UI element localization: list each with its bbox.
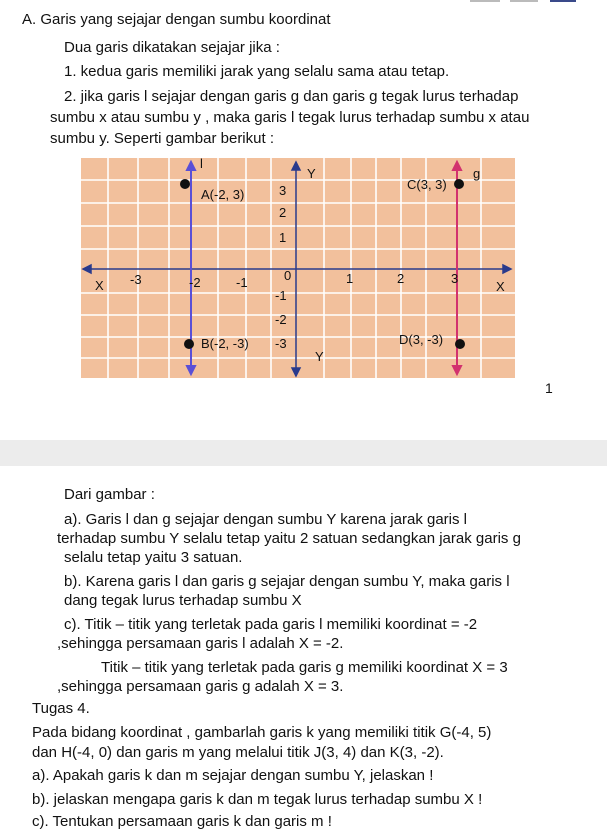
task-question-a: a). Apakah garis k dan m sejajar dengan sumbu Y, jelaskan ! <box>32 767 434 784</box>
x-tick-label: -3 <box>130 272 142 287</box>
point-d-marker <box>455 339 465 349</box>
grid-background <box>81 158 515 378</box>
line-l-label: l <box>200 158 203 171</box>
x-tick-label: 2 <box>397 271 405 286</box>
task-line-2: dan H(-4, 0) dan garis m yang melalui titik J(3, 4) dan K(3, -2). <box>32 744 444 761</box>
task-question-c: c). Tentukan persamaan garis k dan garis m ! <box>32 813 332 830</box>
point-a-line-3: selalu tetap yaitu 3 satuan. <box>64 549 243 566</box>
point-b-marker <box>184 339 194 349</box>
x-tick-label: 0 <box>284 268 292 283</box>
line-g-label: g <box>473 166 481 181</box>
y-tick-label: 3 <box>279 183 287 198</box>
point-a-line-1: a). Garis l dan g sejajar dengan sumbu Y karena jarak garis l <box>64 511 468 528</box>
point-d-label: D(3, -3) <box>399 332 444 347</box>
x-tick-label: -2 <box>189 275 201 290</box>
task-line-1: Pada bidang koordinat , gambarlah garis k yang memiliki titik G(-4, 5) <box>32 724 492 741</box>
point-c-line-3: Titik – titik yang terletak pada garis g memiliki koordinat X = 3 <box>101 659 508 676</box>
conclusion-intro: Dari gambar : <box>64 486 155 503</box>
coordinate-figure <box>81 158 515 378</box>
y-axis-top-label: Y <box>307 166 316 181</box>
point-c-line-1: c). Titik – titik yang terletak pada garis l memiliki koordinat = -2 <box>64 616 478 633</box>
point-c-line-4: ,sehingga persamaan garis g adalah X = 3. <box>57 678 344 695</box>
page-top-decoration <box>470 0 580 3</box>
y-tick-label: 2 <box>279 205 287 220</box>
x-tick-label: 1 <box>346 271 354 286</box>
list-item-2-line-3: sumbu y. Seperti gambar berikut : <box>50 130 274 147</box>
page-separator <box>0 440 607 466</box>
y-tick-label: 1 <box>279 230 287 245</box>
y-tick-label: -2 <box>275 312 287 327</box>
point-c-marker <box>454 179 464 189</box>
point-b-line-2: dang tegak lurus terhadap sumbu X <box>64 592 302 609</box>
y-axis-bottom-label: Y <box>315 349 324 364</box>
task-question-b: b). jelaskan mengapa garis k dan m tegak lurus terhadap sumbu X ! <box>32 791 483 808</box>
x-tick-label: 3 <box>451 271 459 286</box>
x-tick-label: -1 <box>236 275 248 290</box>
y-tick-label: -3 <box>275 336 287 351</box>
section-heading: A. Garis yang sejajar dengan sumbu koordinat <box>22 11 331 28</box>
x-axis-left-label: X <box>95 278 104 293</box>
point-c-label: C(3, 3) <box>407 177 447 192</box>
document-page-2 <box>0 466 607 839</box>
y-tick-label: -1 <box>275 288 287 303</box>
point-b-label: B(-2, -3) <box>201 336 249 351</box>
point-c-line-2: ,sehingga persamaan garis l adalah X = -2. <box>57 635 344 652</box>
list-item-1: 1. kedua garis memiliki jarak yang selalu sama atau tetap. <box>64 63 450 80</box>
point-b-line-1: b). Karena garis l dan garis g sejajar dengan sumbu Y, maka garis l <box>64 573 510 590</box>
list-item-2-line-1: 2. jika garis l sejajar dengan garis g dan garis g tegak lurus terhadap <box>64 88 519 105</box>
intro-text: Dua garis dikatakan sejajar jika : <box>64 39 280 56</box>
point-a-marker <box>180 179 190 189</box>
point-a-label: A(-2, 3) <box>201 187 245 202</box>
list-item-2-line-2: sumbu x atau sumbu y , maka garis l tegak lurus terhadap sumbu x atau <box>50 109 530 126</box>
task-title: Tugas 4. <box>32 700 90 717</box>
page-number: 1 <box>545 380 553 396</box>
point-a-line-2: terhadap sumbu Y selalu tetap yaitu 2 satuan sedangkan jarak garis g <box>57 530 521 547</box>
x-axis-right-label: X <box>496 279 505 294</box>
